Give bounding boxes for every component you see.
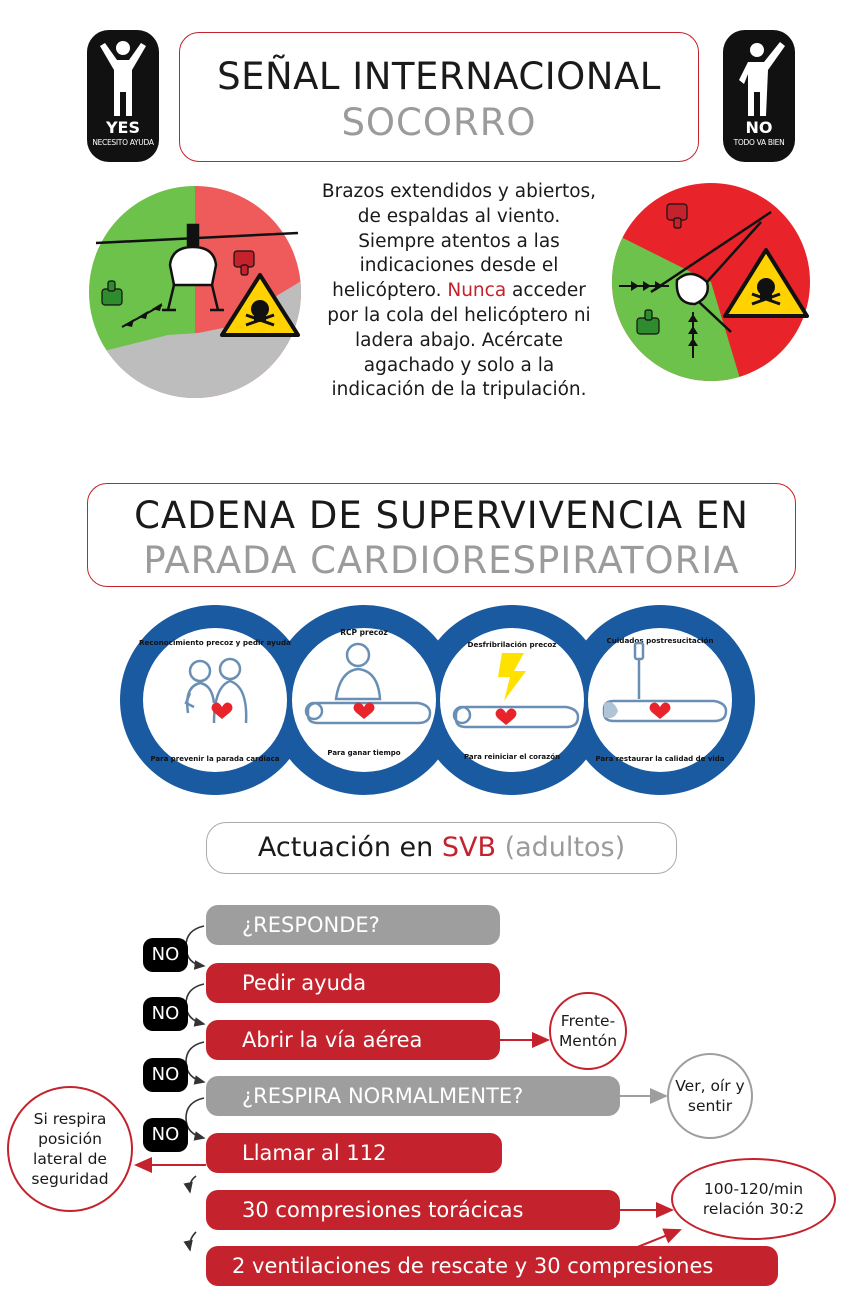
- step-respira: ¿RESPIRA NORMALMENTE?: [206, 1076, 620, 1116]
- chain-link-2-top: RCP precoz: [340, 628, 388, 637]
- helicopter-front-approach-illustration: [88, 185, 303, 400]
- step-ventilaciones: 2 ventilaciones de rescate y 30 compresiones: [206, 1246, 778, 1286]
- step-responde: ¿RESPONDE?: [206, 905, 500, 945]
- no-badge-4: NO: [143, 1118, 188, 1152]
- step-llamar-112: Llamar al 112: [206, 1133, 502, 1173]
- chain-link-3-bottom: Para reiniciar el corazón: [463, 753, 561, 761]
- yes-sublabel: NECESITO AYUDA: [92, 138, 154, 147]
- signal-description: [318, 180, 600, 403]
- no-sign: [723, 30, 795, 162]
- bubble-frente-menton: Frente-Mentón: [549, 992, 627, 1070]
- chain-of-survival: [118, 603, 758, 798]
- chain-link-1-top: Reconocimiento precoz y pedir ayuda: [139, 638, 291, 647]
- bubble-ver-oir-sentir: Ver, oír y sentir: [667, 1053, 753, 1139]
- svb-title-box: [206, 822, 677, 874]
- svb-title-a: Actuación en: [257, 832, 442, 863]
- step-pedir-ayuda: Pedir ayuda: [206, 963, 500, 1003]
- chain-link-3-top: Desfribrilación precoz: [467, 640, 557, 649]
- description-text-2: acceder por la cola del helicóptero ni ladera abajo. Acércate agachado y solo a la indicación de la tripulación.: [327, 280, 591, 401]
- chain-link-4-top: Cuidados postresucitación: [606, 636, 714, 645]
- no-badge-3: NO: [143, 1058, 188, 1092]
- signal-subtitle: SOCORRO: [341, 101, 537, 144]
- step-abrir-via: Abrir la vía aérea: [206, 1020, 500, 1060]
- no-label: NO: [745, 118, 773, 137]
- helicopter-side-approach-illustration: [611, 182, 811, 382]
- svb-title-c: (adultos): [495, 832, 626, 863]
- chain-subtitle: PARADA CARDIORESPIRATORIA: [143, 539, 740, 582]
- no-sublabel: TODO VA BIEN: [733, 138, 785, 147]
- yes-sign: [87, 30, 159, 162]
- signal-title-box: [179, 32, 699, 162]
- chain-link-2-bottom: Para ganar tiempo: [327, 749, 401, 757]
- bubble-ritmo: 100-120/min relación 30:2: [671, 1158, 836, 1240]
- person-one-arm-up-icon: [723, 30, 795, 120]
- bubble-lateral-seguridad: Si respira posición lateral de seguridad: [7, 1086, 133, 1212]
- chain-link-1-bottom: Para prevenir la parada cardiaca: [150, 755, 280, 763]
- description-text: Brazos extendidos y abiertos, de espaldas al viento. Siempre atentos a las indicaciones desde el helicóptero.: [321, 181, 597, 302]
- chain-link-4-bottom: Para restaurar la calidad de vida: [595, 755, 725, 763]
- no-badge-2: NO: [143, 997, 188, 1031]
- no-badge-1: NO: [143, 938, 188, 972]
- svb-title-b: SVB: [441, 832, 496, 863]
- chain-title-box: [87, 483, 796, 587]
- step-compresiones: 30 compresiones torácicas: [206, 1190, 620, 1230]
- signal-title: SEÑAL INTERNACIONAL: [217, 55, 661, 98]
- yes-label: YES: [105, 118, 141, 137]
- chain-title: CADENA DE SUPERVIVENCIA EN: [134, 494, 749, 537]
- description-never: Nunca: [447, 280, 507, 302]
- person-arms-up-icon: [87, 30, 159, 120]
